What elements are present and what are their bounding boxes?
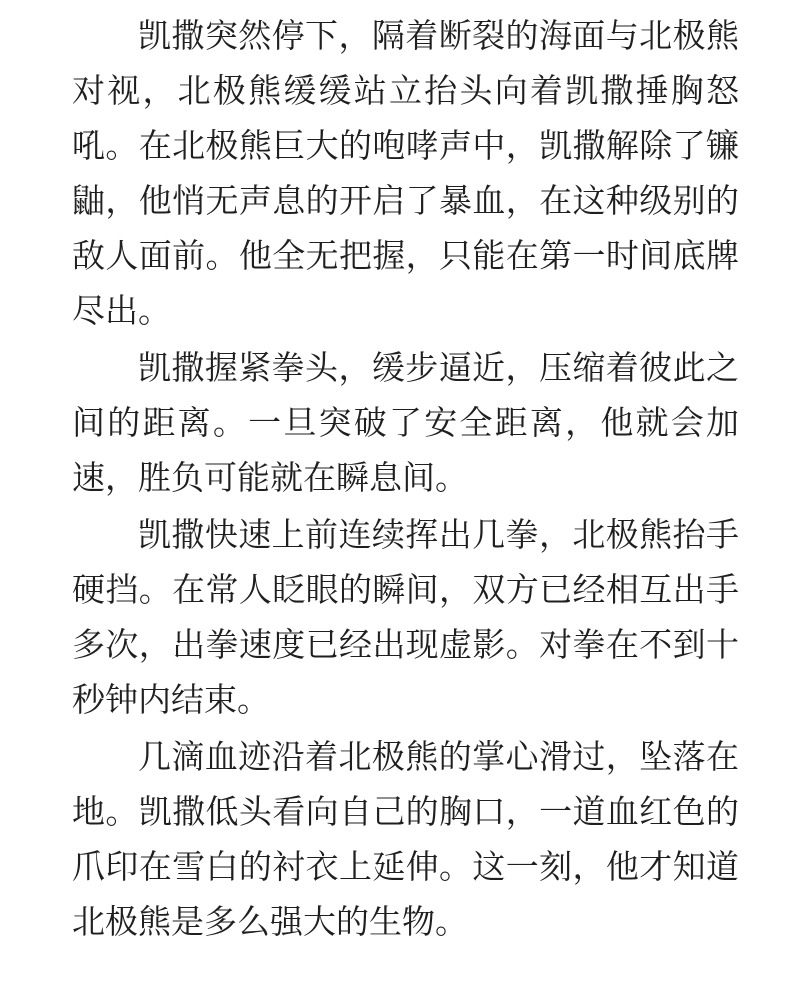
paragraph-1: 凯撒突然停下，隔着断裂的海面与北极熊对视，北极熊缓缓站立抬头向着凯撒捶胸怒吼。在北极熊巨大的咆哮声中，凯撒解除了镰鼬，他悄无声息的开启了暴血，在这种级别的敌人面前。他全无把握，只能在第一时间底牌尽出。 <box>72 19 739 330</box>
paragraph-3: 凯撒快速上前连续挥出几拳，北极熊抬手硬挡。在常人眨眼的瞬间，双方已经相互出手多次，出拳速度已经出现虚影。对拳在不到十秒钟内结束。 <box>72 518 739 719</box>
paragraph-4: 几滴血迹沿着北极熊的掌心滑过，坠落在地。凯撒低头看向自己的胸口，一道血红色的爪印在雪白的衬衣上延伸。这一刻，他才知道北极熊是多么强大的生物。 <box>72 740 739 941</box>
paragraph-2: 凯撒握紧拳头，缓步逼近，压缩着彼此之间的距离。一旦突破了安全距离，他就会加速，胜负可能就在瞬息间。 <box>72 351 739 497</box>
